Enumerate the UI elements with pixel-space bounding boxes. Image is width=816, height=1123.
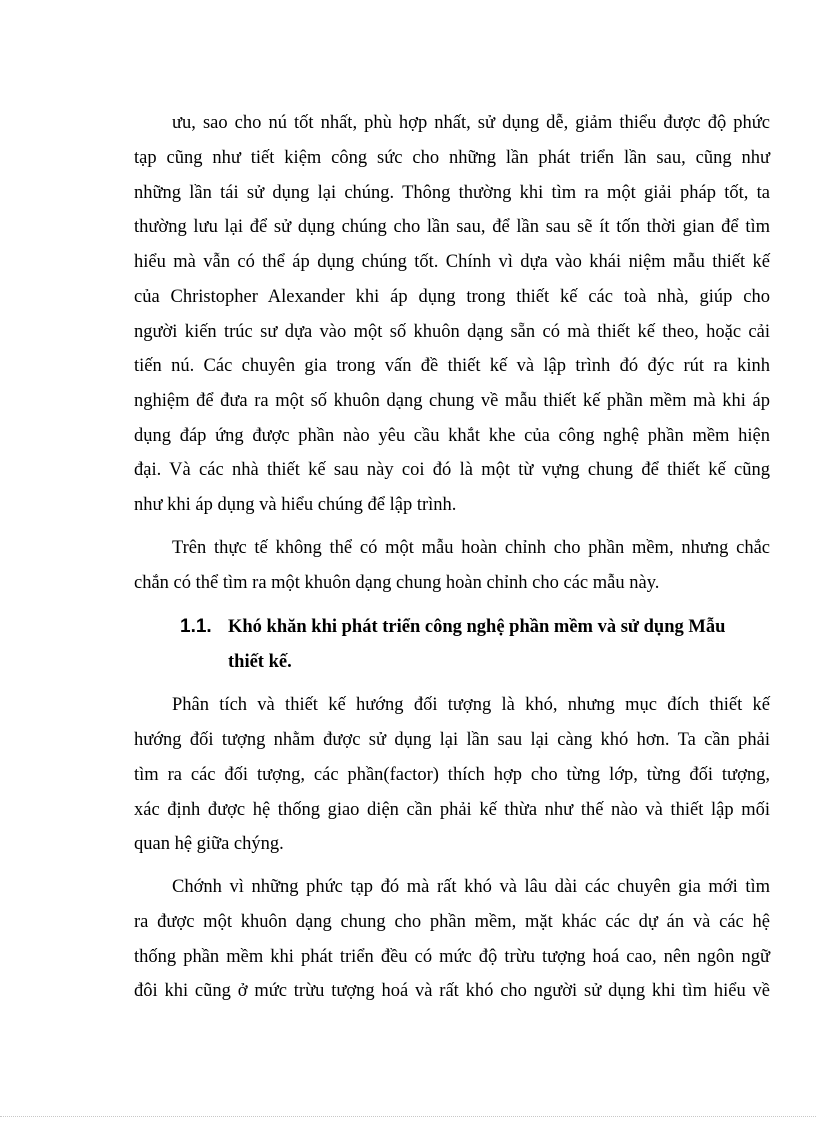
paragraph-line: quan hệ giữa chýng.: [134, 834, 284, 854]
section-title: Khó khăn khi phát triển công nghệ phần mềm và sử dụng Mẫu: [228, 617, 726, 637]
paragraph-line: hướng đối tượng nhằm được sử dụng lại lần sau lại càng khó hơn. Ta cần phải: [134, 730, 770, 750]
paragraph-line: của Christopher Alexander khi áp dụng trong thiết kế các toà nhà, giúp cho: [134, 287, 770, 307]
paragraph-line: đại. Và các nhà thiết kế sau này coi đó là một từ vựng chung để thiết kế cũng: [134, 460, 770, 480]
paragraph-line: đôi khi cũng ở mức trừu tượng hoá và rất khó cho người sử dụng khi tìm hiểu về: [134, 981, 770, 1001]
page-bottom-divider: [0, 1116, 816, 1117]
paragraph-line: những lần tái sử dụng lại chúng. Thông thường khi tìm ra một giải pháp tốt, ta: [134, 183, 770, 203]
paragraph-line: tạp cũng như tiết kiệm công sức cho những lần phát triển lần sau, cũng như: [134, 148, 770, 168]
paragraph-line: Trên thực tế không thể có một mẫu hoàn chỉnh cho phần mềm, nhưng chắc: [172, 538, 770, 558]
paragraph-line: Chớnh vì những phức tạp đó mà rất khó và lâu dài các chuyên gia mới tìm: [172, 877, 770, 897]
paragraph-line: nghiệm để đưa ra một số khuôn dạng chung về mẫu thiết kế phần mềm mà khi áp: [134, 391, 770, 411]
paragraph-line: người kiến trúc sư dựa vào một số khuôn dạng sẵn có mà thiết kế theo, hoặc cải: [134, 322, 770, 342]
paragraph-line: thường lưu lại để sử dụng chúng cho lần sau, để lần sau sẽ ít tốn thời gian để tìm: [134, 217, 770, 237]
paragraph-line: như khi áp dụng và hiểu chúng để lập trình.: [134, 495, 457, 515]
paragraph-line: tìm ra các đối tượng, các phần(factor) thích hợp cho từng lớp, từng đối tượng,: [134, 765, 770, 785]
paragraph-line: chắn có thể tìm ra một khuôn dạng chung hoàn chỉnh cho các mẫu này.: [134, 573, 660, 593]
paragraph-line: thống phần mềm khi phát triển đều có mức độ trừu tượng hoá cao, nên ngôn ngữ: [134, 947, 770, 967]
section-number: 1.1.: [180, 616, 212, 637]
paragraph-line: ra được một khuôn dạng chung cho phần mềm, mặt khác các dự án và các hệ: [134, 912, 770, 932]
paragraph-line: tiến nú. Các chuyên gia trong vấn đề thiết kế và lập trình đó đýc rút ra kinh: [134, 356, 770, 376]
paragraph-line: Phân tích và thiết kế hướng đối tượng là khó, nhưng mục đích thiết kế: [172, 695, 770, 715]
paragraph-line: ưu, sao cho nú tốt nhất, phù hợp nhất, sử dụng dễ, giảm thiểu được độ phức: [172, 113, 770, 133]
section-heading: [180, 615, 770, 639]
paragraph-line: hiểu mà vẫn có thể áp dụng chúng tốt. Chính vì dựa vào khái niệm mẫu thiết kế: [134, 252, 770, 272]
section-title-continued: thiết kế.: [228, 652, 292, 672]
paragraph-line: dụng đáp ứng được phần nào yêu cầu khắt khe của công nghệ phần mềm hiện: [134, 426, 770, 446]
paragraph-line: xác định được hệ thống giao diện cần phải kế thừa như thế nào và thiết lập mối: [134, 800, 770, 820]
